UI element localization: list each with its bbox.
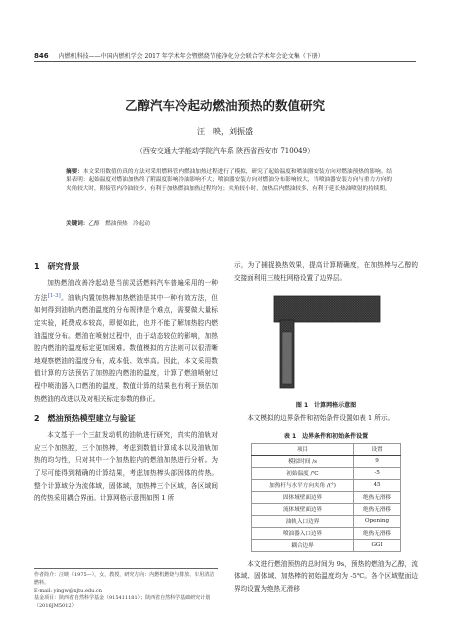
table-cell: 初始温度 /℃ <box>252 467 354 479</box>
abstract <box>66 168 392 193</box>
running-header <box>34 47 416 62</box>
table-cell: 绝热无滑移 <box>354 491 401 503</box>
table-row <box>252 467 401 479</box>
table-row <box>252 491 401 503</box>
table-header: 项目 <box>252 443 354 455</box>
abstract-text: 本文采用数值仿真的方法对采用燃料管内燃油加热过程进行了模拟，研究了起始温度和喷油器安装方向对燃油预热的影响。结果表明：起始温度对燃油加热终了附温度影响冷油影响不大；喷油器安装方向对燃油分布影响较大，当喷油器安装方向与重力方向的夹角较大时，附接管内冷油较少，有利于加热燃油加热过程均匀；夹角较小时，加热后内燃油较多，有利于延长热油喷射的持续期。 <box>66 169 392 192</box>
table-header-row <box>252 443 401 455</box>
fuel-rail-mesh <box>274 296 380 322</box>
paragraph-after-table: 本文进行燃油预热的总时间为 9s，预热的燃油为乙醇，流体域、固体域、加热棒的初始温度均为 -5℃。各个区域壁面边界均设置为绝热无滑移 <box>234 559 418 593</box>
table-cell: 喷油器入口边界 <box>252 527 354 539</box>
table-header: 设置 <box>354 443 401 455</box>
table-cell: 油轨入口边界 <box>252 515 354 527</box>
section-1-heading: 1 研究背景 <box>34 262 80 271</box>
table-cell: 固体域壁面边界 <box>252 491 354 503</box>
table-cell: 45 <box>354 479 401 491</box>
table-row <box>252 515 401 527</box>
table-cell: Opening <box>354 515 401 527</box>
table-cell: 耦合边界 <box>252 539 354 551</box>
paper-title: 乙醇汽车冷起动燃油预热的数值研究 <box>124 98 325 113</box>
table-cell: GGI <box>354 539 401 551</box>
right-column-continuation: 示，为了捕捉换热效果，提高计算精确度，在加热棒与乙醇的交接面利用三棱柱网格设置了边界层。 <box>234 261 418 282</box>
keywords-text: 乙醇 燃油预热 冷起动 <box>88 221 150 227</box>
running-title: 内燃机科技——中国内燃机学会 2017 年学术年会暨燃烧节能净化分会联合学术年会论文集（下册） <box>58 53 324 60</box>
footnote-email[interactable]: E-mail: yingw@xjtu.edu.cn <box>34 587 102 594</box>
citation-link[interactable]: [1-3] <box>47 292 61 299</box>
table-cell: -5 <box>354 467 401 479</box>
table-1-caption: 表 1 边界条件和初始条件设置 <box>283 432 369 440</box>
author-footnote <box>34 568 218 611</box>
section-1-text-cont: 。油轨内置加热棒加热燃油是其中一种有效方法，但如何得到油轨内燃油温度的分布规律是个难点，需要做大量标定实验，耗费成本较高，即便如此，也并不能了解加热腔内燃油温度分布。燃油在喷射过程中，由于动态较位的影响，加热腔内燃油的温度标定更加困难。数值模拟的方法则可以很清晰地观察燃油的温度分布，成本低、效率高。因此，本文采用数值计算的方法预估了加热腔内燃油的温度，计算了燃油喷射过程中喷油器入口燃油的温度，数值计算的结果也有利于预估加热燃油的改进以及对相关标定参数的修正。 <box>34 293 219 403</box>
page-number: 846 <box>34 52 49 60</box>
table-cell: 模拟时间 /s <box>252 455 354 467</box>
table-cell: 流体域壁面边界 <box>252 503 354 515</box>
injector-mesh <box>280 320 294 388</box>
table-cell: 9 <box>354 455 401 467</box>
section-2-heading: 2 燃油预热模型建立与验证 <box>34 414 136 424</box>
section-2-paragraph: 本文基于一个三缸发动机的油轨进行研究，真实的油轨对应三个加热腔，三个加热棒，考虑到数值计算成本以及油轨加热的均匀性，只对其中一个加热腔内的燃油加热进行分析。为了尽可能得到精确的计算结果，考虑加热棒头部因体的传热。整个计算域分为流体域，固体域，加热棒三个区域，各区域间的传热采用耦合界面。计算网格示意图如图 1 所 <box>34 431 218 503</box>
keywords-label: 关键词： <box>66 221 89 227</box>
left-column <box>34 259 218 505</box>
table-cell: 加热杆与水平方向夹角 /(°) <box>252 479 354 491</box>
abstract-label: 摘要： <box>66 169 83 175</box>
keywords <box>66 219 392 227</box>
figure-1 <box>234 292 418 396</box>
table-row <box>252 503 401 515</box>
section-1-paragraph <box>34 277 218 405</box>
table-row <box>252 539 401 551</box>
section-1-text: 加热燃油改善冷起动是当前灵活燃料汽车普遍采用的一种方法 <box>34 279 218 302</box>
affiliation: （西安交通大学能动学院汽车系 陕西省西安市 710049） <box>135 147 315 155</box>
right-column <box>234 259 418 596</box>
authors: 汪 映，刘振盛 <box>197 127 253 136</box>
table-row <box>252 479 401 491</box>
footnote-funding: 基金项目：陕西省自然科学基金（915411181）；陕西省自然科学基础研究计划（2016JM5012） <box>34 595 211 610</box>
table-1 <box>251 443 401 552</box>
table-cell: 绝热无滑移 <box>354 503 401 515</box>
table-intro: 本文模拟的边界条件和初始条件设置如表 1 所示。 <box>247 414 395 423</box>
table-row <box>252 455 401 467</box>
table-cell: 绝热无滑移 <box>354 527 401 539</box>
footnote-author: 作者简介：汪映（1975—），女，教授，研究方向：内燃机燃烧与排放、车用清洁燃料。 <box>34 572 215 586</box>
table-row <box>252 527 401 539</box>
figure-1-caption: 图 1 计算网格示意图 <box>295 402 357 410</box>
mesh-figure <box>260 292 390 396</box>
